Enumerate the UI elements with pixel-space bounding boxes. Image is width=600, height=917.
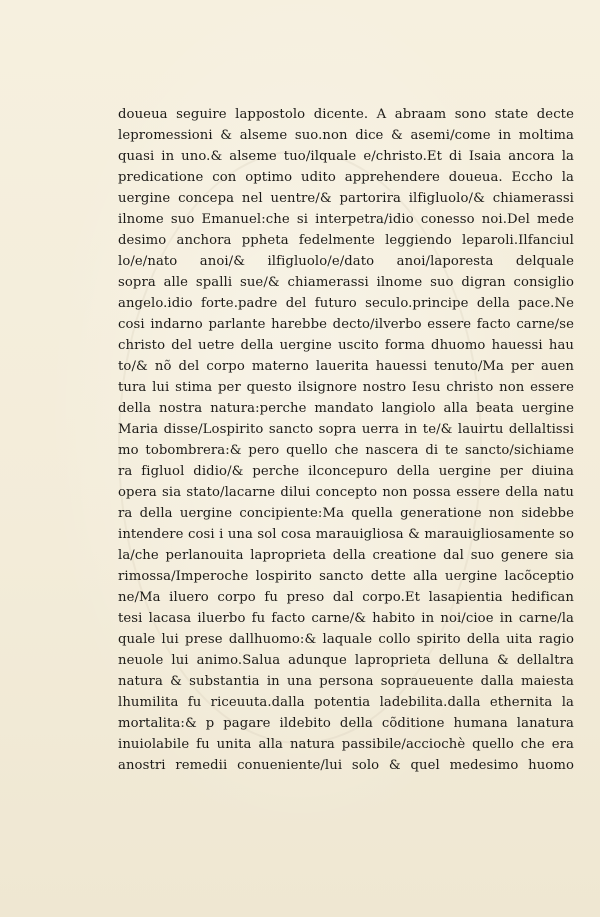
text-line: intendere cosi i una sol cosa marauigliosa & marauigliosamente so [118, 527, 574, 542]
text-line: angelo.idio forte.padre del futuro seculo.principe della pace.Ne [118, 296, 574, 311]
text-line: opera sia stato/lacarne dilui concepto non possa essere della natu [118, 485, 574, 500]
text-line: desimo anchora ppheta fedelmente leggiendo leparoli.Ilfanciul [118, 233, 574, 248]
text-line: Maria disse/Lospirito sancto sopra uerra in te/& lauirtu dellaltissi [118, 422, 574, 437]
text-line: to/& nõ del corpo materno lauerita hauessi tenuto/Ma per auen [118, 359, 574, 374]
text-line: ilnome suo Emanuel:che si interpetra/idio conesso noi.Del mede [118, 212, 574, 227]
text-line: predicatione con optimo udito apprehendere doueua. Eccho la [118, 170, 574, 185]
text-line: mortalita:& p pagare ildebito della cõditione humana lanatura [118, 716, 574, 731]
text-line: neuole lui animo.Salua adunque laproprieta delluna & dellaltra [118, 653, 574, 668]
text-block [118, 104, 574, 776]
text-line: natura & substantia in una persona sopraueuente dalla maiesta [118, 674, 574, 689]
text-line: ra della uergine concipiente:Ma quella generatione non sidebbe [118, 506, 574, 521]
text-line: tura lui stima per questo ilsignore nostro Iesu christo non essere [118, 380, 574, 395]
text-line: tesi lacasa iluerbo fu facto carne/& habito in noi/cioe in carne/la [118, 611, 574, 626]
text-line: rimossa/Imperoche lospirito sancto dette alla uergine lacõceptio [118, 569, 574, 584]
text-line: inuiolabile fu unita alla natura passibile/acciochè quello che era [118, 737, 574, 752]
text-line: quale lui prese dallhuomo:& laquale collo spirito della uita ragio [118, 632, 574, 647]
text-line: lepromessioni & alseme suo.non dice & asemi/come in moltima [118, 128, 574, 143]
text-line: lo/e/nato anoi/& ilfigluolo/e/dato anoi/laporesta delquale [118, 254, 574, 269]
text-line: della nostra natura:perche mandato langiolo alla beata uergine [118, 401, 574, 416]
text-line: anostri remedii conueniente/lui solo & quel medesimo huomo [118, 758, 574, 773]
text-line: christo del uetre della uergine uscito forma dhuomo hauessi hau [118, 338, 574, 353]
text-line: cosi indarno parlante harebbe decto/ilverbo essere facto carne/se [118, 317, 574, 332]
text-line: ne/Ma iluero corpo fu preso dal corpo.Et lasapientia hedifican [118, 590, 574, 605]
text-line: ra figluol didio/& perche ilconcepuro della uergine per diuina [118, 464, 574, 479]
text-line: sopra alle spalli sue/& chiamerassi ilnome suo digran consiglio [118, 275, 574, 290]
text-line: mo tobombrera:& pero quello che nascera di te sancto/sichiame [118, 443, 574, 458]
text-line: uergine concepa nel uentre/& partorira ilfigluolo/& chiamerassi [118, 191, 574, 206]
text-line: lhumilita fu riceuuta.dalla potentia ladebilita.dalla ethernita la [118, 695, 574, 710]
text-line: doueua seguire lappostolo dicente. A abraam sono state decte [118, 107, 574, 122]
text-line: la/che perlanouita laproprieta della creatione dal suo genere sia [118, 548, 574, 563]
text-line: quasi in uno.& alseme tuo/ilquale e/christo.Et di Isaia ancora la [118, 149, 574, 164]
